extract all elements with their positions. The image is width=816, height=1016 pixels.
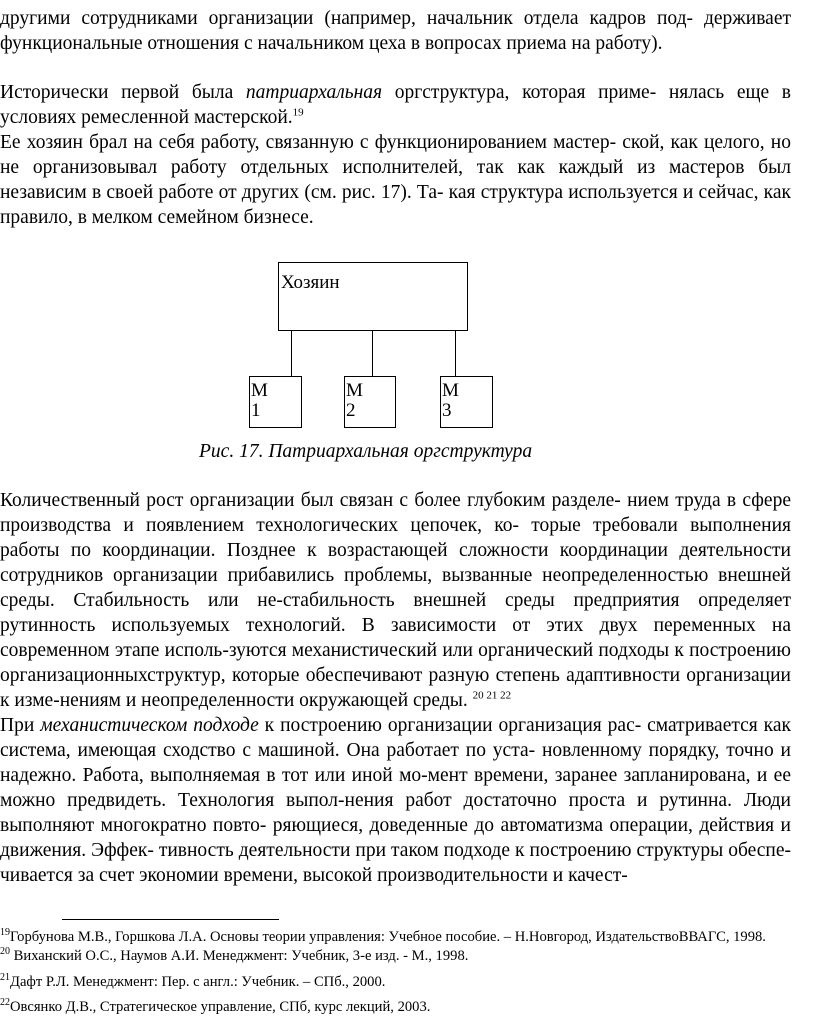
footnote-refs-20-22: 20 21 22 (472, 689, 512, 702)
paragraph-mechanistic-approach: При механистическом подходе к построению организации организация рас- сматривается как система, имеющая сходство с машиной. Она работает по уста- новленному порядку, точно и надежно. Работа, выполняемая в тот или иной мо-мент времени, заранее запланирована, и ее можно предвидеть. Технология выпол-нения работ достаточно проста и рутинна. Люди выполняют многократно повто- ряющиеся, доведенные до автоматизма операции, действия и движения. Эффек- тивность деятельности при таком подходе к построению структуры обеспе- чивается за счет экономии времени, высокой производительности и качест- (0, 715, 791, 886)
connector-line-m2 (372, 331, 373, 376)
master-label-m1: М 1 (251, 380, 268, 421)
figure-caption: Рис. 17. Патриархальная оргструктура (199, 441, 533, 462)
paragraph-intro: другими сотрудниками организации (например, начальник отдела кадров под- держивает функциональные отношения с начальником цеха в вопросах приема на работу). (0, 8, 791, 54)
paragraph-patriarchal: Исторически первой была патриархальная оргструктура, которая приме- нялась еще в условиях ремесленной мастерской.$^{19}$ (0, 82, 792, 128)
master-label-m3: М 3 (442, 380, 459, 421)
footnote-21: $^{21}$Дафт Р.Л. Менеджмент: Пер. с англ.: Учебник. – СПб., 2000. (0, 972, 386, 990)
connector-line-m3 (455, 331, 456, 376)
italic-term-patriarchal: патриархальная (245, 82, 383, 103)
master-label-m2: М 2 (346, 380, 363, 421)
footnote-20: $^{20}$ Виханский О.С., Наумов А.И. Менеджмент: Учебник, 3-е изд. - М., 1998. (0, 946, 469, 964)
owner-label: Хозяин (281, 272, 340, 293)
footnote-19: $^{19}$Горбунова М.В., Горшкова Л.А. Основы теории управления: Учебное пособие. – Н.Новгород, ИздательствоВВАГС, 1998. (0, 927, 766, 945)
footnote-22: $^{22}$Овсянко Д.В., Стратегическое управление, СПб, курс лекций, 2003. (0, 997, 431, 1015)
footnote-ref-19: 19 (292, 106, 304, 119)
italic-term-mechanistic: механистическом подходе (40, 715, 259, 736)
paragraph-owner-description: Ее хозяин брал на себя работу, связанную с функционированием мастер- ской, как целого, но не организовывал работу отдельных исполнителей, так как каждый из мастеров был независим в своей работе от других (см. рис. 17). Та- кая структура используется и сейчас, как правило, в мелком семейном бизнесе. (0, 132, 791, 228)
connector-line-m1 (291, 331, 292, 376)
paragraph-quantitative-growth: Количественный рост организации был связан с более глубоким разделе- нием труда в сфере производства и появлением технологических цепочек, ко- торые требовали выполнения работы по координации. Позднее к возрастающей сложности координации деятельности сотрудников организации прибавились проблемы, вызванные неопределенностью внешней среды. Стабильность или не-стабильность внешней среды предприятия определяет рутинность используемых технологий. В зависимости от этих двух переменных на современном этапе исполь-зуются механистический или органический подходы к построению организационныхструктур, которые обеспечивают разную степень адаптивности организации к изме-нениям и неопределенности окружающей среды. $^{20 21 22}$ (0, 490, 791, 711)
footnote-separator (62, 919, 279, 920)
